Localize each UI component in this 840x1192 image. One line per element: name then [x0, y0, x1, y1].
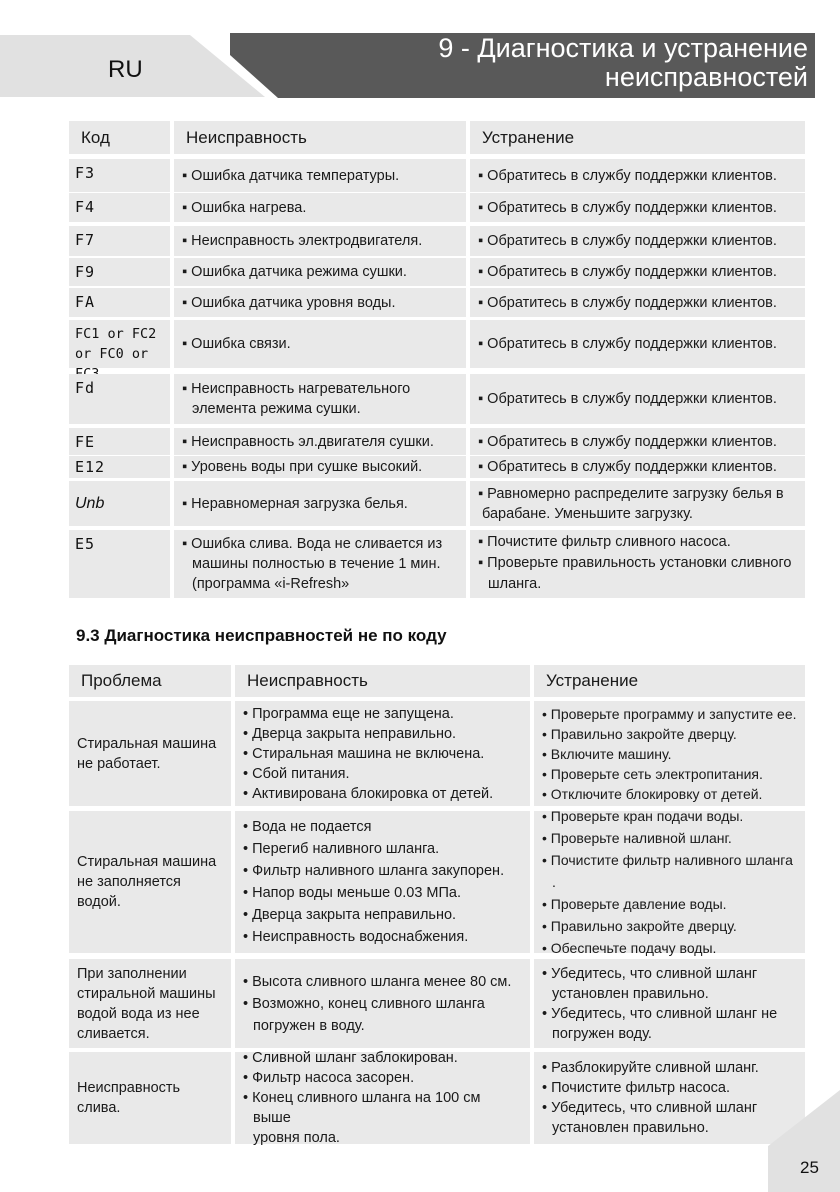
- problem-cell: [69, 959, 231, 1048]
- fault-item: ▪ Неисправность эл.двигателя сушки.: [182, 433, 434, 450]
- fix-item: ▪ Обратитесь в службу поддержки клиентов.: [478, 433, 777, 450]
- fix-list: [534, 701, 805, 806]
- fix-cell: [470, 481, 805, 526]
- fault-item: ▪ Неисправность электродвигателя.: [182, 233, 423, 249]
- chapter-title-line-1: 9 - Диагностика и устранение: [438, 33, 808, 63]
- fix-item: • Включите машину.: [542, 745, 672, 762]
- fault-item: • Фильтр насоса засорен.: [243, 1070, 415, 1086]
- fix-item: ▪ Обратитесь в службу поддержки клиентов.: [478, 233, 777, 249]
- fault-item: • Активирована блокировка от детей.: [243, 785, 494, 802]
- problem-line: не работает.: [77, 755, 161, 772]
- fix-cell: [470, 428, 805, 455]
- fault-item: • Перегиб наливного шланга.: [243, 841, 440, 857]
- fault-item: • Вода не подается: [243, 819, 372, 835]
- fault-item: ▪ Ошибка датчика температуры.: [182, 167, 400, 184]
- code-cell: F4: [69, 193, 170, 222]
- problem-line: водой вода из нее: [77, 1005, 200, 1022]
- header-code: Код: [69, 121, 170, 154]
- fix-cell: [470, 258, 805, 286]
- fix-item: ▪ Равномерно распределите загрузку белья в: [478, 485, 784, 502]
- fault-item: • Дверца закрыта неправильно.: [243, 725, 457, 742]
- header-fix: Устранение: [470, 121, 805, 154]
- fix-item-continued: установлен правильно.: [552, 985, 709, 1002]
- fix-item: ▪ Обратитесь в службу поддержки клиентов.: [478, 459, 777, 475]
- code-cell: FA: [69, 288, 170, 317]
- fault-item: • Стиральная машина не включена.: [243, 745, 485, 762]
- fix-cell: [470, 456, 805, 478]
- fault-item: ▪ Неисправность нагревательного: [182, 381, 411, 397]
- fault-cell: [174, 481, 466, 526]
- language-label: RU: [108, 56, 143, 83]
- fix-cell: [470, 159, 805, 192]
- fault-cell: [174, 226, 466, 256]
- header-fault: Неисправность: [174, 121, 466, 154]
- fault-item: • Неисправность водоснабжения.: [243, 929, 469, 945]
- fault-cell: [174, 288, 466, 317]
- page-number: 25: [800, 1158, 819, 1177]
- fix-item: • Правильно закройте дверцу.: [542, 918, 737, 934]
- fix-cell: [470, 320, 805, 368]
- code-cell: E5: [69, 530, 170, 598]
- code-cell: F9: [69, 258, 170, 286]
- header-fix: Устранение: [534, 665, 805, 697]
- fix-item: • Обеспечьте подачу воды.: [542, 940, 717, 956]
- fault-cell: [174, 193, 466, 222]
- code-cell: F3: [69, 159, 170, 192]
- code-cell: Unb: [69, 481, 170, 526]
- fix-item: ▪ Обратитесь в службу поддержки клиентов.: [478, 167, 777, 184]
- fix-item: ▪ Проверьте правильность установки сливного: [478, 555, 792, 571]
- code-cell: FE: [69, 428, 170, 455]
- fix-item-continued: шланга.: [488, 576, 542, 592]
- fix-cell: [470, 193, 805, 222]
- fix-item: • Проверьте наливной шланг.: [542, 830, 732, 846]
- fix-item: • Почистите фильтр насоса.: [542, 1080, 731, 1096]
- problem-cell: [69, 811, 231, 953]
- fault-item: • Возможно, конец сливного шланга: [243, 995, 485, 1012]
- fix-item: • Проверьте давление воды.: [542, 896, 727, 912]
- fix-item: • Проверьте сеть электропитания.: [542, 765, 763, 782]
- problem-line: Стиральная машина: [77, 735, 217, 752]
- fault-item: • Дверца закрыта неправильно.: [243, 907, 457, 923]
- fault-item: • Напор воды меньше 0.03 МПа.: [243, 885, 462, 901]
- fix-item: • Отключите блокировку от детей.: [542, 785, 763, 802]
- fault-cell: [174, 456, 466, 478]
- fault-item: ▪ Неравномерная загрузка белья.: [182, 495, 408, 512]
- fix-cell: [470, 530, 805, 598]
- problem-line: водой.: [77, 894, 121, 910]
- code-line: or FC0 or: [75, 346, 149, 362]
- fix-item-continued: погружен воду.: [552, 1025, 652, 1042]
- fix-item: • Проверьте кран подачи воды.: [542, 808, 744, 824]
- fault-item-continued: (программа «i-Refresh»: [192, 576, 350, 592]
- section-title: 9.3 Диагностика неисправностей не по коду: [76, 626, 447, 645]
- fault-item-continued: погружен в воду.: [253, 1017, 365, 1034]
- problem-line: Стиральная машина: [77, 854, 217, 870]
- fix-list: [534, 808, 805, 956]
- fix-item: ▪ Почистите фильтр сливного насоса.: [478, 534, 731, 550]
- fault-item: ▪ Ошибка слива. Вода не сливается из: [182, 536, 443, 552]
- fault-cell: [174, 320, 466, 368]
- fault-item: ▪ Ошибка нагрева.: [182, 199, 307, 216]
- chapter-title-line-2: неисправностей: [604, 62, 808, 92]
- fix-item-continued: барабане. Уменьшите загрузку.: [482, 505, 693, 522]
- fault-item: • Высота сливного шланга менее 80 см.: [243, 973, 512, 990]
- fix-item: • Правильно закройте дверцу.: [542, 725, 737, 742]
- fix-item-continued: установлен правильно.: [552, 1120, 709, 1136]
- problem-line: не заполняется: [77, 874, 181, 890]
- problem-line: слива.: [77, 1100, 121, 1116]
- fault-item: ▪ Ошибка датчика режима сушки.: [182, 264, 407, 280]
- fault-cell: [174, 374, 466, 424]
- problem-cell: [69, 701, 231, 806]
- fault-item: ▪ Ошибка датчика уровня воды.: [182, 294, 396, 311]
- fix-item: • Проверьте программу и запустите ее.: [542, 705, 797, 722]
- fault-list: [235, 959, 530, 1048]
- fix-item: • Разблокируйте сливной шланг.: [542, 1060, 759, 1076]
- fault-list: [235, 701, 530, 806]
- code-cell: [69, 320, 170, 368]
- fault-cell: [174, 159, 466, 192]
- problem-cell: [69, 1052, 231, 1144]
- fix-cell: [470, 226, 805, 256]
- fault-item: ▪ Ошибка связи.: [182, 336, 291, 352]
- header-problem: Проблема: [69, 665, 231, 697]
- fault-item: • Конец сливного шланга на 100 см выше: [243, 1090, 481, 1126]
- fix-item: • Убедитесь, что сливной шланг не: [542, 1005, 778, 1022]
- fault-item-continued: машины полностью в течение 1 мин.: [192, 556, 441, 572]
- fault-list: [235, 1052, 530, 1144]
- code-cell: E12: [69, 456, 170, 478]
- fix-item: • Убедитесь, что сливной шланг: [542, 1100, 758, 1116]
- fix-item: ▪ Обратитесь в службу поддержки клиентов.: [478, 294, 777, 311]
- problem-line: сливается.: [77, 1025, 150, 1042]
- chapter-title: [438, 34, 808, 92]
- problem-line: стиральной машины: [77, 985, 216, 1002]
- fault-item: • Программа еще не запущена.: [243, 705, 454, 722]
- fix-list: [534, 959, 805, 1048]
- fault-item-continued: элемента режима сушки.: [192, 401, 361, 417]
- fault-cell: [174, 428, 466, 455]
- fix-item: ▪ Обратитесь в службу поддержки клиентов.: [478, 391, 777, 407]
- fix-item: ▪ Обратитесь в службу поддержки клиентов.: [478, 336, 777, 352]
- fault-item: • Фильтр наливного шланга закупорен.: [243, 863, 505, 879]
- fault-list: [235, 811, 530, 953]
- fault-item-continued: уровня пола.: [253, 1130, 340, 1146]
- header-fault: Неисправность: [235, 665, 530, 697]
- fault-cell: [174, 258, 466, 286]
- fault-item: • Сбой питания.: [243, 765, 350, 782]
- problem-line: Неисправность: [77, 1080, 181, 1096]
- fix-list: [534, 1052, 805, 1144]
- fault-item: ▪ Уровень воды при сушке высокий.: [182, 459, 423, 475]
- fix-item: • Убедитесь, что сливной шланг: [542, 965, 758, 982]
- fix-item: ▪ Обратитесь в службу поддержки клиентов.: [478, 264, 777, 280]
- fault-item: • Сливной шланг заблокирован.: [243, 1050, 458, 1066]
- code-line: FC1 or FC2: [75, 326, 157, 342]
- fix-cell: [470, 288, 805, 317]
- fix-item: ▪ Обратитесь в службу поддержки клиентов.: [478, 199, 777, 216]
- problem-line: При заполнении: [77, 965, 187, 982]
- code-cell: Fd: [69, 374, 170, 424]
- fix-item: • Почистите фильтр наливного шланга .: [542, 852, 793, 890]
- fault-cell: [174, 530, 466, 598]
- code-cell: F7: [69, 226, 170, 256]
- fix-cell: [470, 374, 805, 424]
